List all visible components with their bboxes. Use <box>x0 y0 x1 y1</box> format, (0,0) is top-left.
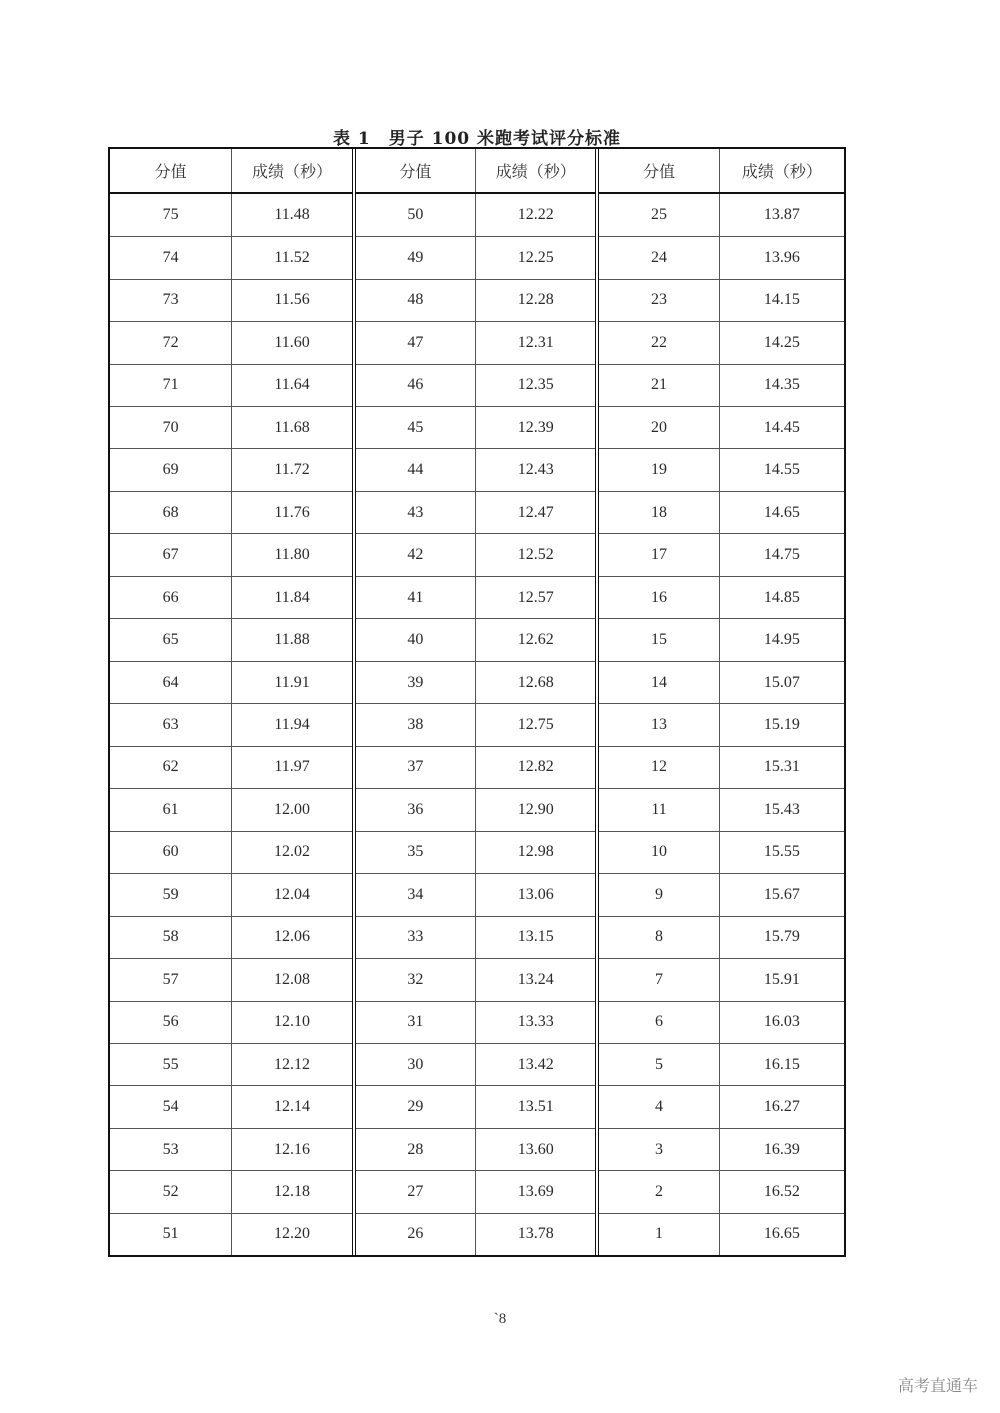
time-cell: 12.82 <box>476 746 598 788</box>
time-cell: 14.55 <box>719 449 844 491</box>
score-cell: 50 <box>354 193 476 237</box>
header-time: 成绩（秒） <box>232 149 354 193</box>
header-time: 成绩（秒） <box>719 149 844 193</box>
table-header-row <box>110 149 844 193</box>
score-table-container <box>108 147 846 1257</box>
score-cell: 31 <box>354 1001 476 1043</box>
score-cell: 46 <box>354 364 476 406</box>
time-cell: 11.80 <box>232 534 354 576</box>
time-cell: 12.35 <box>476 364 598 406</box>
time-cell: 12.52 <box>476 534 598 576</box>
table-row <box>110 1086 844 1128</box>
time-cell: 13.51 <box>476 1086 598 1128</box>
score-cell: 59 <box>110 874 232 916</box>
time-cell: 11.60 <box>232 322 354 364</box>
time-cell: 14.85 <box>719 576 844 618</box>
time-cell: 12.04 <box>232 874 354 916</box>
time-cell: 13.60 <box>476 1128 598 1170</box>
time-cell: 11.68 <box>232 406 354 448</box>
score-cell: 64 <box>110 661 232 703</box>
table-row <box>110 449 844 491</box>
score-cell: 20 <box>597 406 719 448</box>
score-cell: 72 <box>110 322 232 364</box>
score-cell: 44 <box>354 449 476 491</box>
header-time: 成绩（秒） <box>476 149 598 193</box>
time-cell: 13.15 <box>476 916 598 958</box>
score-cell: 49 <box>354 237 476 279</box>
table-row <box>110 704 844 746</box>
time-cell: 14.45 <box>719 406 844 448</box>
table-title: 表 1 男子 100 米跑考试评分标准 <box>332 129 622 149</box>
time-cell: 12.75 <box>476 704 598 746</box>
time-cell: 16.65 <box>719 1213 844 1255</box>
score-cell: 60 <box>110 831 232 873</box>
time-cell: 13.42 <box>476 1044 598 1086</box>
score-cell: 9 <box>597 874 719 916</box>
score-cell: 75 <box>110 193 232 237</box>
time-cell: 11.94 <box>232 704 354 746</box>
score-cell: 70 <box>110 406 232 448</box>
score-cell: 27 <box>354 1171 476 1213</box>
time-cell: 15.07 <box>719 661 844 703</box>
score-cell: 68 <box>110 491 232 533</box>
score-cell: 13 <box>597 704 719 746</box>
score-cell: 19 <box>597 449 719 491</box>
time-cell: 12.57 <box>476 576 598 618</box>
time-cell: 12.18 <box>232 1171 354 1213</box>
score-cell: 11 <box>597 789 719 831</box>
score-cell: 52 <box>110 1171 232 1213</box>
time-cell: 11.76 <box>232 491 354 533</box>
time-cell: 13.69 <box>476 1171 598 1213</box>
score-cell: 74 <box>110 237 232 279</box>
score-cell: 61 <box>110 789 232 831</box>
score-cell: 41 <box>354 576 476 618</box>
score-cell: 71 <box>110 364 232 406</box>
table-row <box>110 916 844 958</box>
table-row <box>110 237 844 279</box>
time-cell: 15.19 <box>719 704 844 746</box>
time-cell: 12.47 <box>476 491 598 533</box>
score-table <box>110 149 844 1255</box>
score-cell: 10 <box>597 831 719 873</box>
score-cell: 7 <box>597 959 719 1001</box>
score-cell: 66 <box>110 576 232 618</box>
time-cell: 16.03 <box>719 1001 844 1043</box>
header-score: 分值 <box>354 149 476 193</box>
table-row <box>110 406 844 448</box>
score-cell: 8 <box>597 916 719 958</box>
score-cell: 54 <box>110 1086 232 1128</box>
score-cell: 28 <box>354 1128 476 1170</box>
score-cell: 6 <box>597 1001 719 1043</box>
time-cell: 15.91 <box>719 959 844 1001</box>
score-cell: 17 <box>597 534 719 576</box>
table-row <box>110 364 844 406</box>
score-cell: 26 <box>354 1213 476 1255</box>
time-cell: 11.72 <box>232 449 354 491</box>
score-cell: 36 <box>354 789 476 831</box>
score-cell: 18 <box>597 491 719 533</box>
time-cell: 14.35 <box>719 364 844 406</box>
time-cell: 13.96 <box>719 237 844 279</box>
time-cell: 16.15 <box>719 1044 844 1086</box>
time-cell: 12.31 <box>476 322 598 364</box>
score-cell: 22 <box>597 322 719 364</box>
score-cell: 24 <box>597 237 719 279</box>
time-cell: 12.08 <box>232 959 354 1001</box>
time-cell: 12.20 <box>232 1213 354 1255</box>
time-cell: 13.06 <box>476 874 598 916</box>
score-cell: 39 <box>354 661 476 703</box>
score-cell: 38 <box>354 704 476 746</box>
time-cell: 12.14 <box>232 1086 354 1128</box>
time-cell: 16.39 <box>719 1128 844 1170</box>
time-cell: 11.52 <box>232 237 354 279</box>
table-row <box>110 1044 844 1086</box>
time-cell: 12.62 <box>476 619 598 661</box>
page-number: `8 <box>493 1311 507 1327</box>
table-row <box>110 661 844 703</box>
time-cell: 12.39 <box>476 406 598 448</box>
time-cell: 11.91 <box>232 661 354 703</box>
time-cell: 14.15 <box>719 279 844 321</box>
score-cell: 2 <box>597 1171 719 1213</box>
time-cell: 13.78 <box>476 1213 598 1255</box>
time-cell: 12.10 <box>232 1001 354 1043</box>
score-cell: 53 <box>110 1128 232 1170</box>
table-row <box>110 874 844 916</box>
score-cell: 34 <box>354 874 476 916</box>
score-cell: 35 <box>354 831 476 873</box>
score-cell: 65 <box>110 619 232 661</box>
time-cell: 12.98 <box>476 831 598 873</box>
time-cell: 15.67 <box>719 874 844 916</box>
time-cell: 12.00 <box>232 789 354 831</box>
score-cell: 51 <box>110 1213 232 1255</box>
time-cell: 14.25 <box>719 322 844 364</box>
time-cell: 11.88 <box>232 619 354 661</box>
header-score: 分值 <box>597 149 719 193</box>
score-cell: 47 <box>354 322 476 364</box>
time-cell: 11.48 <box>232 193 354 237</box>
score-cell: 67 <box>110 534 232 576</box>
score-cell: 57 <box>110 959 232 1001</box>
time-cell: 11.97 <box>232 746 354 788</box>
table-row <box>110 1213 844 1255</box>
score-cell: 3 <box>597 1128 719 1170</box>
table-row <box>110 1001 844 1043</box>
table-row <box>110 322 844 364</box>
score-cell: 37 <box>354 746 476 788</box>
score-cell: 43 <box>354 491 476 533</box>
time-cell: 12.25 <box>476 237 598 279</box>
time-cell: 12.16 <box>232 1128 354 1170</box>
time-cell: 12.12 <box>232 1044 354 1086</box>
score-cell: 21 <box>597 364 719 406</box>
score-cell: 16 <box>597 576 719 618</box>
score-cell: 55 <box>110 1044 232 1086</box>
time-cell: 13.87 <box>719 193 844 237</box>
score-cell: 56 <box>110 1001 232 1043</box>
time-cell: 16.52 <box>719 1171 844 1213</box>
score-cell: 32 <box>354 959 476 1001</box>
table-row <box>110 1128 844 1170</box>
time-cell: 14.95 <box>719 619 844 661</box>
score-cell: 1 <box>597 1213 719 1255</box>
table-row <box>110 831 844 873</box>
score-cell: 14 <box>597 661 719 703</box>
score-cell: 30 <box>354 1044 476 1086</box>
score-cell: 15 <box>597 619 719 661</box>
time-cell: 11.84 <box>232 576 354 618</box>
time-cell: 12.68 <box>476 661 598 703</box>
score-cell: 62 <box>110 746 232 788</box>
score-cell: 42 <box>354 534 476 576</box>
time-cell: 14.75 <box>719 534 844 576</box>
time-cell: 15.79 <box>719 916 844 958</box>
score-cell: 12 <box>597 746 719 788</box>
table-row <box>110 789 844 831</box>
score-cell: 48 <box>354 279 476 321</box>
table-row <box>110 193 844 237</box>
score-cell: 63 <box>110 704 232 746</box>
table-row <box>110 1171 844 1213</box>
score-cell: 29 <box>354 1086 476 1128</box>
table-row <box>110 491 844 533</box>
time-cell: 13.33 <box>476 1001 598 1043</box>
time-cell: 12.90 <box>476 789 598 831</box>
score-cell: 58 <box>110 916 232 958</box>
score-cell: 69 <box>110 449 232 491</box>
score-cell: 73 <box>110 279 232 321</box>
table-row <box>110 619 844 661</box>
score-cell: 45 <box>354 406 476 448</box>
score-cell: 25 <box>597 193 719 237</box>
score-cell: 40 <box>354 619 476 661</box>
time-cell: 15.31 <box>719 746 844 788</box>
table-row <box>110 534 844 576</box>
table-body <box>110 193 844 1255</box>
score-cell: 5 <box>597 1044 719 1086</box>
score-cell: 4 <box>597 1086 719 1128</box>
time-cell: 11.56 <box>232 279 354 321</box>
time-cell: 16.27 <box>719 1086 844 1128</box>
table-row <box>110 746 844 788</box>
time-cell: 11.64 <box>232 364 354 406</box>
watermark: 高考直通车 <box>897 1376 978 1395</box>
score-cell: 23 <box>597 279 719 321</box>
score-cell: 33 <box>354 916 476 958</box>
table-row <box>110 279 844 321</box>
table-row <box>110 959 844 1001</box>
time-cell: 12.28 <box>476 279 598 321</box>
time-cell: 13.24 <box>476 959 598 1001</box>
header-score: 分值 <box>110 149 232 193</box>
table-row <box>110 576 844 618</box>
time-cell: 12.22 <box>476 193 598 237</box>
time-cell: 15.55 <box>719 831 844 873</box>
time-cell: 12.06 <box>232 916 354 958</box>
time-cell: 12.02 <box>232 831 354 873</box>
time-cell: 14.65 <box>719 491 844 533</box>
time-cell: 12.43 <box>476 449 598 491</box>
time-cell: 15.43 <box>719 789 844 831</box>
